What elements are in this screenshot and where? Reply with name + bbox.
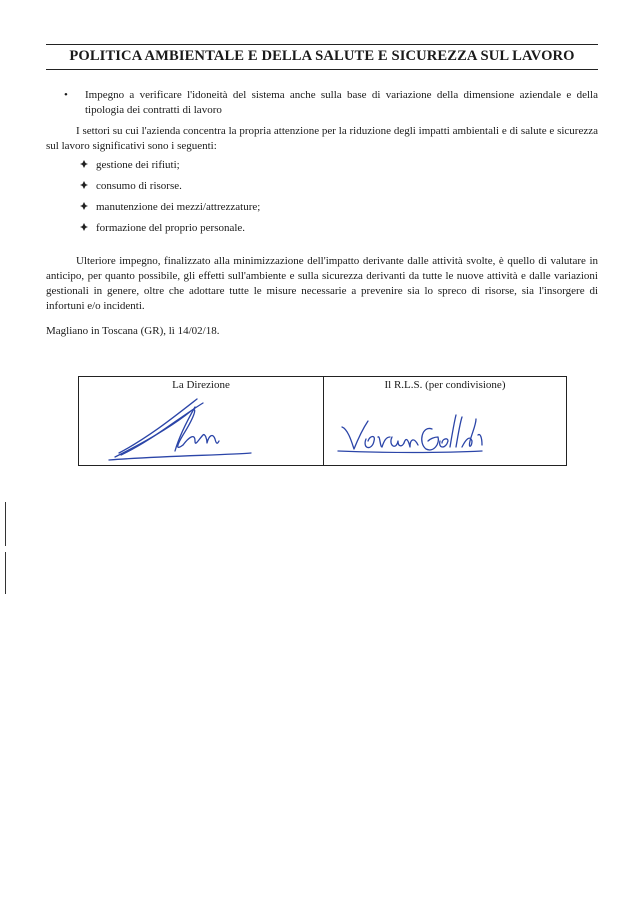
further-commitment-paragraph: Ulteriore impegno, finalizzato alla minimizzazione dell'impatto derivante dalle attività svolte, è quello di valutare in anticipo, per quanto possibile, gli effetti sull'ambiente e sulla sicurezza derivanti da tutte le nuove attività e dalle variazioni gestionali in genere, oltre che adottare tutte le misure necessarie a prevenire sia lo spreco di risorse, sia l'insorgere di infortuni e/o incidenti. <box>46 255 598 312</box>
signature-cell-direction <box>79 377 323 465</box>
place-date: Magliano in Toscana (GR), lì 14/02/18. <box>46 325 220 337</box>
bullet-text: Impegno a verificare l'idoneità del sistema anche sulla base di variazione della dimensione aziendale e della tipologia dei contratti di lavoro <box>85 89 598 116</box>
diamond-bullet-icon <box>78 158 90 172</box>
sector-label: consumo di risorse. <box>96 180 182 192</box>
margin-mark-upper <box>5 502 6 546</box>
rls-signature <box>324 377 566 465</box>
signature-heading-direction: La Direzione <box>172 379 230 391</box>
diamond-bullet-icon <box>78 200 90 214</box>
signature-heading-rls: Il R.L.S. (per condivisione) <box>384 379 506 391</box>
page-title-bar <box>46 44 598 70</box>
diamond-bullet-icon <box>78 179 90 193</box>
signature-table <box>78 376 567 466</box>
diamond-bullet-icon <box>78 221 90 235</box>
page-title: POLITICA AMBIENTALE E DELLA SALUTE E SICUREZZA SUL LAVORO <box>69 48 575 64</box>
direction-signature <box>79 377 323 465</box>
sector-label: manutenzione dei mezzi/attrezzature; <box>96 201 261 213</box>
sector-label: formazione del proprio personale. <box>96 222 246 234</box>
margin-mark-lower <box>5 552 6 594</box>
bullet-marker: • <box>64 89 68 101</box>
sector-label: gestione dei rifiuti; <box>96 159 180 171</box>
sectors-intro-paragraph: I settori su cui l'azienda concentra la propria attenzione per la riduzione degli impatti ambientali e di salute e sicurezza sul lavoro significativi sono i seguenti: <box>46 125 598 152</box>
signature-cell-rls <box>324 377 566 465</box>
